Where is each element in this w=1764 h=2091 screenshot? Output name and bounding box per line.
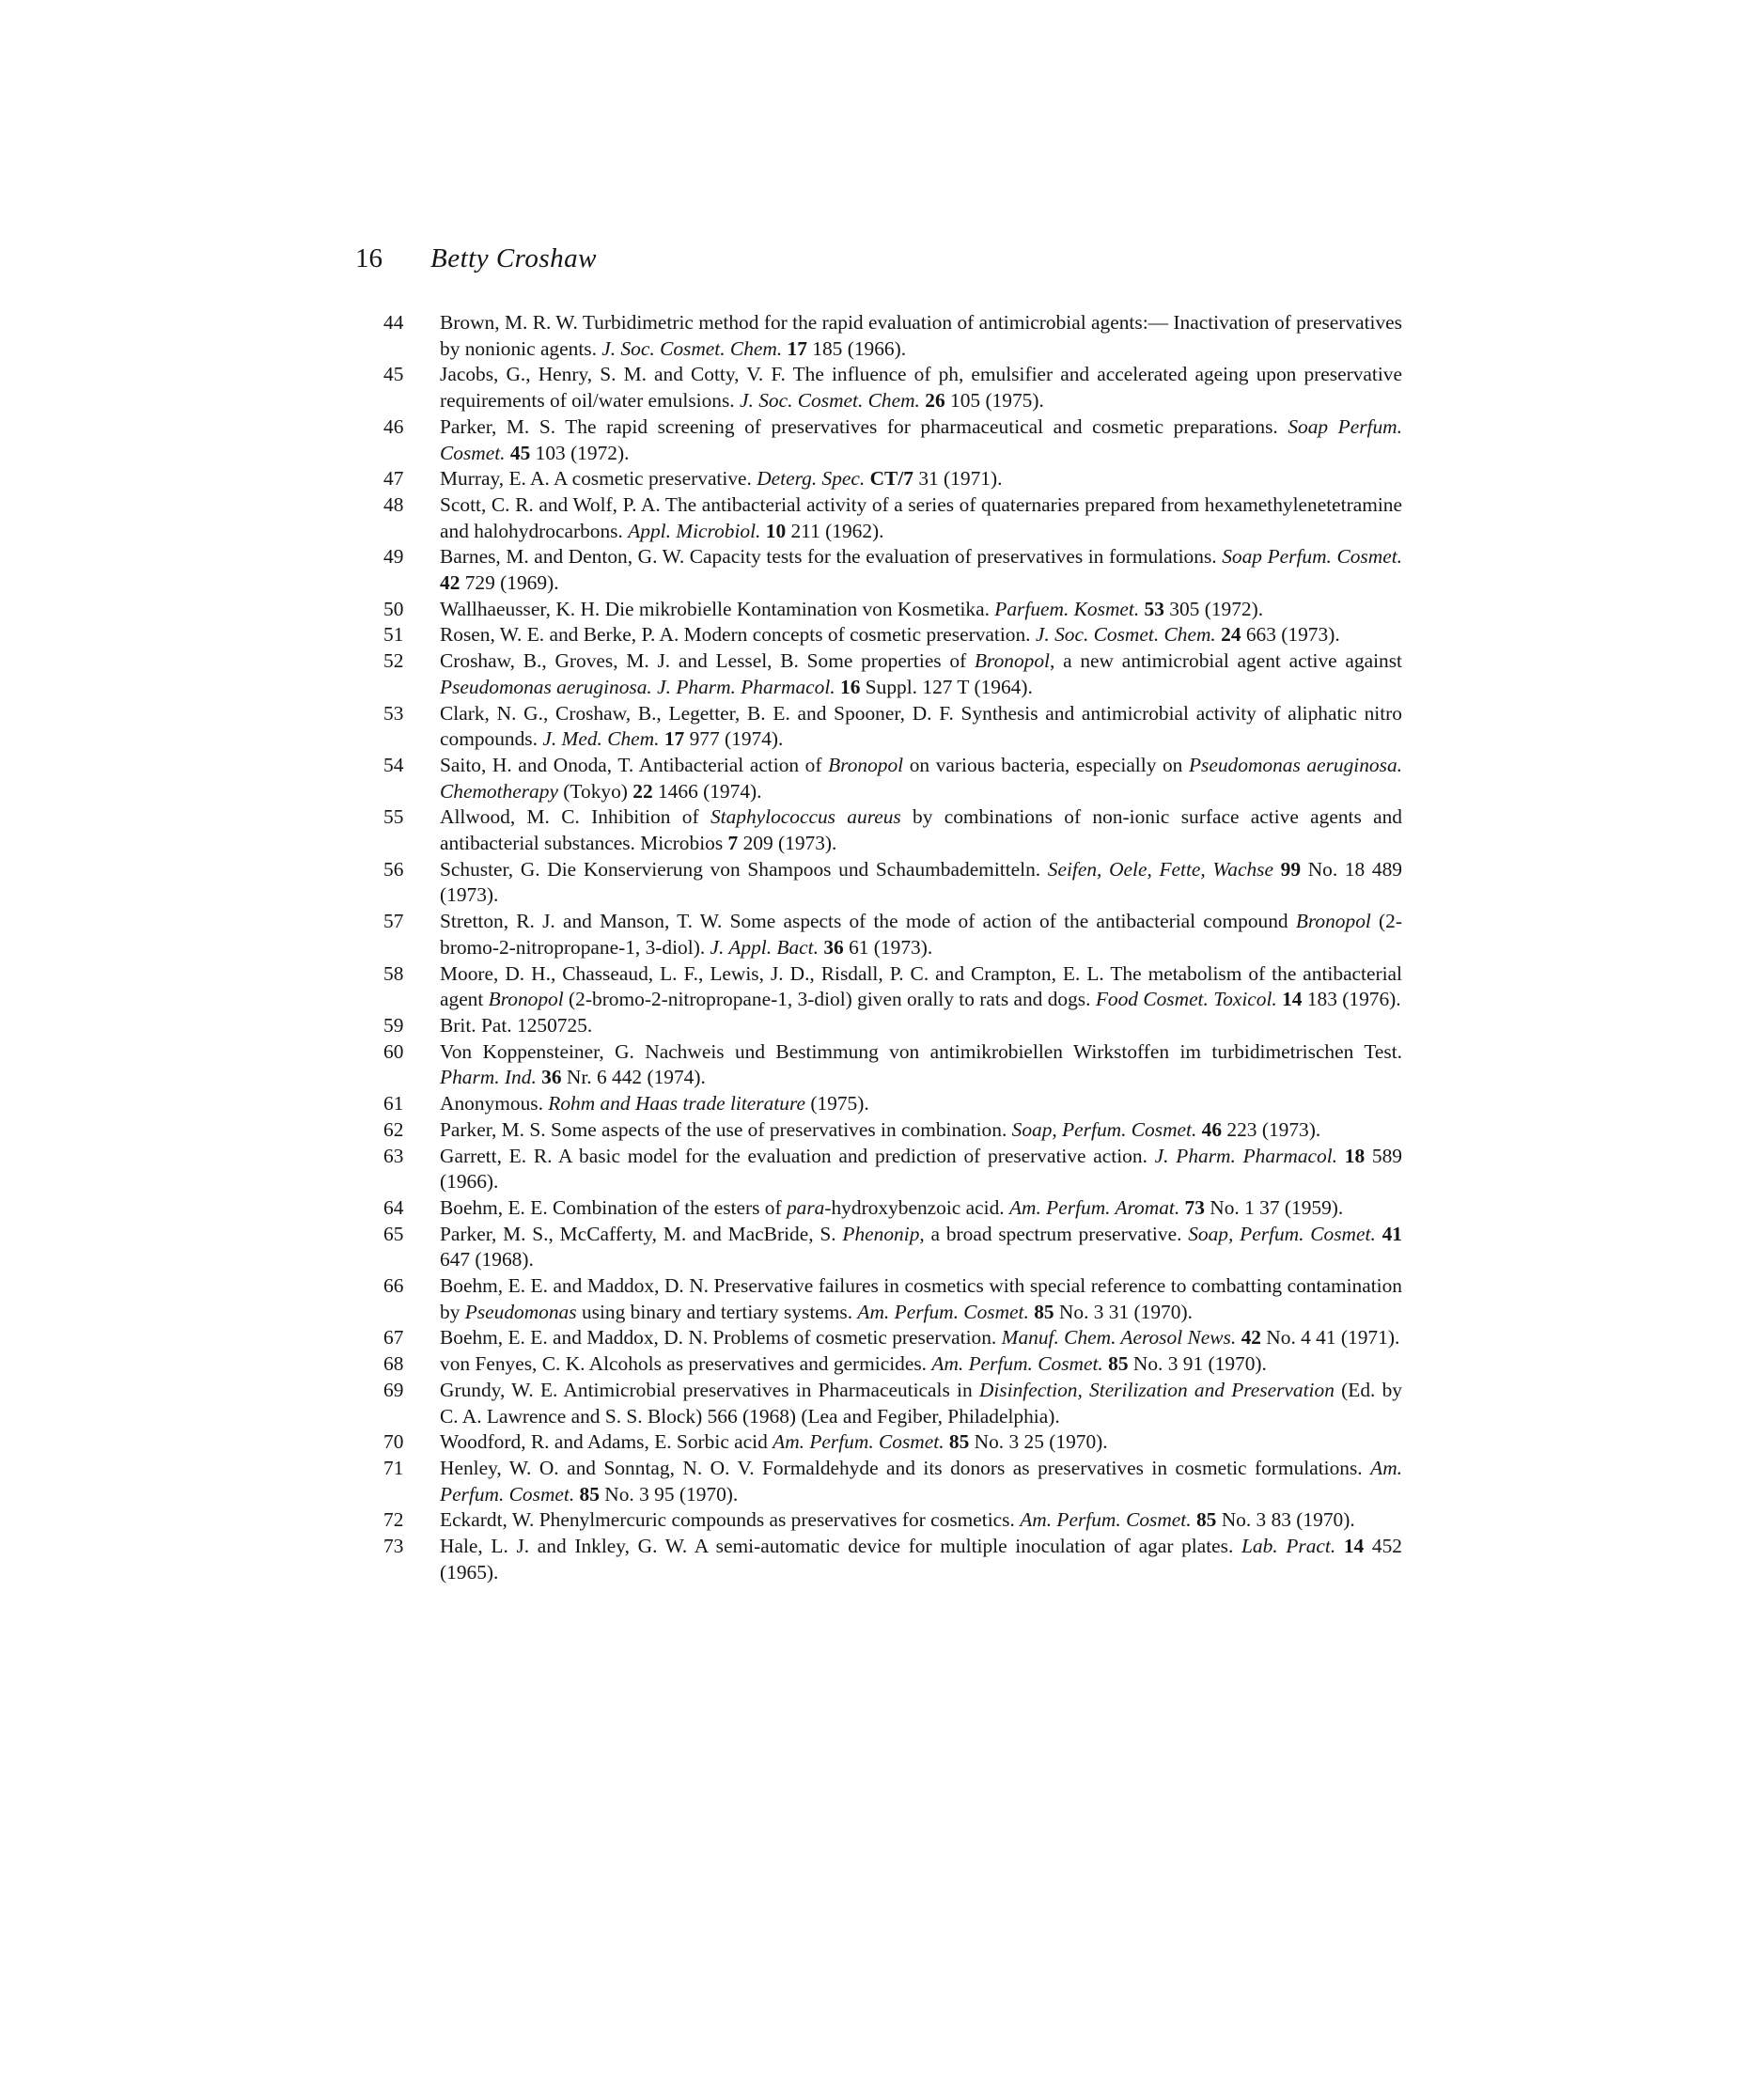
reference-entry: [383, 857, 1402, 909]
text-segment: Brit. Pat. 1250725.: [440, 1013, 593, 1037]
italic-segment: Bronopol: [974, 649, 1050, 673]
reference-number: 49: [383, 545, 404, 569]
text-segment: Nr. 6 442 (1974).: [561, 1066, 706, 1089]
reference-text: [440, 597, 1402, 623]
reference-entry: [383, 1222, 1402, 1273]
italic-segment: Soap Perfum. Cosmet.: [1222, 545, 1402, 569]
volume-number: 24: [1221, 623, 1241, 647]
italic-segment: Am. Perfum. Aromat.: [1008, 1195, 1180, 1219]
reference-text: [440, 1325, 1402, 1351]
text-segment: 211 (1962).: [786, 519, 884, 542]
italic-segment: J. Soc. Cosmet. Chem.: [601, 336, 783, 360]
reference-number: 63: [383, 1144, 404, 1167]
reference-number: 53: [383, 701, 404, 725]
text-segment: 103 (1972).: [530, 441, 630, 464]
text-segment: 61 (1973).: [843, 935, 933, 959]
text-segment: Barnes, M. and Denton, G. W. Capacity tests for the evaluation of preservatives in formulations.: [440, 545, 1223, 569]
reference-number: 47: [383, 467, 404, 491]
text-segment: Schuster, G. Die Konservierung von Shampoos und Schaumbademitteln.: [440, 857, 1048, 881]
reference-entry: [383, 1144, 1402, 1195]
text-segment: Stretton, R. J. and Manson, T. W. Some aspects of the mode of action of the antibacterial compound: [440, 910, 1296, 933]
reference-number: 66: [383, 1274, 404, 1298]
reference-text: [440, 362, 1402, 414]
italic-segment: Pseudomonas aeruginosa. J. Pharm. Pharmacol.: [440, 675, 835, 698]
italic-segment: Staphylococcus aureus: [710, 805, 901, 829]
reference-number: 50: [383, 597, 404, 620]
text-segment: 209 (1973).: [738, 832, 837, 855]
reference-text: [440, 1273, 1402, 1325]
page-number: 16: [355, 243, 382, 273]
reference-entry: [383, 362, 1402, 414]
reference-number: 44: [383, 311, 404, 334]
text-segment: Garrett, E. R. A basic model for the evaluation and prediction of preservative action.: [440, 1144, 1155, 1167]
reference-entry: [383, 1351, 1402, 1378]
italic-segment: Deterg. Spec.: [757, 467, 866, 491]
text-segment: Boehm, E. E. and Maddox, D. N. Preservative failures in cosmetics with special reference to combatting contamination by: [440, 1274, 1402, 1323]
reference-entry: [383, 597, 1402, 623]
volume-number: 36: [823, 935, 844, 959]
reference-text: [440, 492, 1402, 544]
reference-text: [440, 466, 1402, 492]
reference-text: [440, 909, 1402, 960]
text-segment: , a new antimicrobial agent active against: [1050, 649, 1403, 673]
text-segment: von Fenyes, C. K. Alcohols as preservatives and germicides.: [440, 1352, 932, 1376]
reference-number: 45: [383, 363, 404, 386]
reference-text: [440, 1117, 1402, 1144]
reference-entry: [383, 1534, 1402, 1585]
italic-segment: J. Appl. Bact.: [710, 935, 819, 959]
text-segment: 729 (1969).: [460, 571, 559, 595]
volume-number: 45: [509, 441, 531, 464]
reference-text: [440, 1013, 1402, 1039]
reference-entry: [383, 961, 1402, 1013]
reference-text: [440, 961, 1402, 1013]
text-segment: (Tokyo): [557, 779, 633, 803]
volume-number: 17: [787, 336, 807, 360]
text-segment: 589 (1966).: [440, 1144, 1402, 1194]
reference-number: 70: [383, 1430, 404, 1454]
reference-text: [440, 414, 1402, 466]
text-segment: Woodford, R. and Adams, E. Sorbic acid: [440, 1430, 773, 1454]
text-segment: 977 (1974).: [684, 727, 784, 751]
volume-number: 99: [1280, 857, 1302, 881]
text-segment: [1337, 1145, 1345, 1167]
reference-entry: [383, 648, 1402, 700]
reference-text: [440, 753, 1402, 804]
text-segment: (2-bromo-2-nitropropane-1, 3-diol) given orally to rats and dogs.: [563, 988, 1096, 1011]
volume-number: 85: [1195, 1508, 1217, 1532]
reference-entry: [383, 1091, 1402, 1117]
reference-entry: [383, 544, 1402, 596]
text-segment: Parker, M. S., McCafferty, M. and MacBride, S.: [440, 1222, 843, 1245]
reference-entry: [383, 1378, 1402, 1429]
italic-segment: J. Soc. Cosmet. Chem.: [740, 389, 920, 413]
volume-number: 10: [765, 519, 787, 542]
reference-text: [440, 1091, 1402, 1117]
text-segment: , a broad spectrum preservative.: [919, 1222, 1189, 1245]
volume-number: 73: [1184, 1195, 1205, 1219]
reference-text: [440, 1195, 1402, 1222]
text-segment: Jacobs, G., Henry, S. M. and Cotty, V. F. The influence of ph, emulsifier and accelerated ageing upon preservative requirements of oil/water emulsions.: [440, 363, 1402, 413]
reference-text: [440, 1378, 1402, 1429]
text-segment: Clark, N. G., Croshaw, B., Legetter, B. E. and Spooner, D. F. Synthesis and antimicrobial activity of aliphatic nitro compounds.: [440, 701, 1402, 751]
volume-number: 26: [925, 389, 945, 413]
reference-text: [440, 857, 1402, 909]
italic-segment: para: [786, 1195, 825, 1219]
italic-segment: J. Med. Chem.: [542, 727, 660, 751]
text-segment: No. 3 83 (1970).: [1216, 1508, 1355, 1532]
italic-segment: Bronopol: [1295, 910, 1371, 933]
reference-number: 69: [383, 1378, 404, 1401]
text-segment: Murray, E. A. A cosmetic preservative.: [440, 467, 757, 491]
italic-segment: Manuf. Chem. Aerosol News.: [1001, 1326, 1237, 1350]
text-segment: Anonymous.: [440, 1092, 549, 1116]
reference-text: [440, 1351, 1402, 1378]
text-segment: 663 (1973).: [1241, 623, 1340, 647]
text-segment: using binary and tertiary systems.: [576, 1300, 858, 1323]
text-segment: No. 4 41 (1971).: [1260, 1326, 1400, 1350]
italic-segment: Food Cosmet. Toxicol.: [1095, 988, 1277, 1011]
reference-entry: [383, 1507, 1402, 1534]
volume-number: 17: [663, 727, 685, 751]
volume-number: 42: [440, 571, 461, 595]
italic-segment: J. Soc. Cosmet. Chem.: [1035, 623, 1216, 647]
reference-entry: [383, 1273, 1402, 1325]
reference-number: 64: [383, 1195, 404, 1219]
text-segment: Henley, W. O. and Sonntag, N. O. V. Formaldehyde and its donors as preservatives in cosmetic formulations.: [440, 1456, 1371, 1479]
reference-number: 72: [383, 1508, 404, 1532]
reference-entry: [383, 1456, 1402, 1507]
reference-text: [440, 1429, 1402, 1456]
text-segment: Rosen, W. E. and Berke, P. A. Modern concepts of cosmetic preservation.: [440, 623, 1036, 647]
text-segment: Allwood, M. C. Inhibition of: [440, 805, 710, 829]
text-segment: [1335, 1535, 1344, 1557]
reference-text: [440, 1222, 1402, 1273]
text-segment: No. 3 25 (1970).: [969, 1430, 1108, 1454]
text-segment: No. 3 95 (1970).: [599, 1482, 739, 1506]
italic-segment: Soap, Perfum. Cosmet.: [1011, 1117, 1197, 1141]
italic-segment: Soap Perfum. Cosmet.: [440, 414, 1402, 464]
reference-number: 55: [383, 805, 404, 829]
text-segment: 452 (1965).: [440, 1535, 1402, 1584]
volume-number: 7: [727, 832, 739, 855]
volume-number: CT/7: [869, 467, 913, 491]
italic-segment: Am. Perfum. Cosmet.: [773, 1430, 944, 1454]
reference-entry: [383, 1039, 1402, 1091]
text-segment: 31 (1971).: [913, 467, 1003, 491]
reference-entry: [383, 310, 1402, 362]
text-segment: No. 3 91 (1970).: [1128, 1352, 1267, 1376]
text-segment: No. 1 37 (1959).: [1204, 1195, 1344, 1219]
text-segment: No. 3 31 (1970).: [1054, 1300, 1193, 1323]
text-segment: [1376, 1223, 1382, 1245]
italic-segment: Am. Perfum. Cosmet.: [857, 1300, 1029, 1323]
reference-entry: [383, 1013, 1402, 1039]
italic-segment: Am. Perfum. Cosmet.: [440, 1456, 1402, 1506]
reference-entry: [383, 753, 1402, 804]
text-segment: 223 (1973).: [1222, 1117, 1321, 1141]
text-segment: on various bacteria, especially on: [903, 753, 1189, 776]
reference-number: 56: [383, 857, 404, 881]
text-segment: Brown, M. R. W. Turbidimetric method for the rapid evaluation of antimicrobial agents:— Inactivation of preservatives by nonionic agents.: [440, 311, 1402, 360]
reference-number: 71: [383, 1456, 404, 1479]
text-segment: (2-bromo-2-nitropropane-1, 3-diol).: [440, 910, 1402, 959]
volume-number: 41: [1382, 1222, 1402, 1245]
text-segment: Croshaw, B., Groves, M. J. and Lessel, B. Some properties of: [440, 649, 975, 673]
reference-number: 60: [383, 1039, 404, 1063]
volume-number: 14: [1282, 988, 1303, 1011]
reference-entry: [383, 414, 1402, 466]
text-segment: 1466 (1974).: [652, 779, 762, 803]
italic-segment: Parfuem. Kosmet.: [994, 597, 1140, 620]
volume-number: 14: [1343, 1535, 1365, 1558]
reference-entry: [383, 622, 1402, 648]
reference-number: 46: [383, 414, 404, 438]
reference-text: [440, 1456, 1402, 1507]
text-segment: Parker, M. S. The rapid screening of preservatives for pharmaceutical and cosmetic preparations.: [440, 414, 1288, 438]
text-segment: Von Koppensteiner, G. Nachweis und Bestimmung von antimikrobiellen Wirkstoffen im turbidimetrischen Test.: [440, 1039, 1402, 1063]
reference-entry: [383, 1429, 1402, 1456]
text-segment: Hale, L. J. and Inkley, G. W. A semi-automatic device for multiple inoculation of agar plates.: [440, 1535, 1242, 1558]
reference-entry: [383, 804, 1402, 856]
reference-number: 51: [383, 623, 404, 647]
text-segment: (1975).: [804, 1092, 869, 1116]
reference-text: [440, 1144, 1402, 1195]
reference-entry: [383, 1195, 1402, 1222]
reference-number: 48: [383, 492, 404, 516]
reference-text: [440, 544, 1402, 596]
reference-number: 58: [383, 961, 404, 985]
reference-entry: [383, 1117, 1402, 1144]
text-segment: Eckardt, W. Phenylmercuric compounds as preservatives for cosmetics.: [440, 1508, 1021, 1532]
italic-segment: Phenonip: [842, 1222, 920, 1245]
text-segment: Boehm, E. E. and Maddox, D. N. Problems of cosmetic preservation.: [440, 1326, 1002, 1350]
text-segment: (Ed. by C. A. Lawrence and S. S. Block) 566 (1968) (Lea and Fegiber, Philadelphia).: [440, 1378, 1403, 1428]
volume-number: 42: [1241, 1326, 1261, 1350]
italic-segment: Rohm and Haas trade literature: [548, 1092, 805, 1116]
reference-number: 57: [383, 910, 404, 933]
volume-number: 85: [1108, 1352, 1129, 1376]
italic-segment: Pharm. Ind.: [440, 1066, 537, 1089]
reference-number: 65: [383, 1222, 404, 1245]
running-head: Betty Croshaw: [430, 243, 598, 273]
volume-number: 85: [579, 1482, 600, 1506]
volume-number: 46: [1201, 1117, 1223, 1141]
text-segment: by combinations of non-ionic surface active agents and antibacterial substances. Microbios: [440, 805, 1402, 855]
italic-segment: Bronopol: [488, 988, 564, 1011]
italic-segment: Pseudomonas aeruginosa. Chemotherapy: [440, 753, 1402, 803]
text-segment: No. 18 489 (1973).: [440, 857, 1402, 907]
volume-number: 16: [840, 675, 861, 698]
reference-entry: [383, 909, 1402, 960]
reference-list: [383, 310, 1402, 1585]
text-segment: 105 (1975).: [944, 389, 1044, 413]
italic-segment: Pseudomonas: [464, 1300, 577, 1323]
italic-segment: Bronopol: [828, 753, 904, 776]
reference-number: 68: [383, 1352, 404, 1376]
volume-number: 85: [1034, 1300, 1054, 1323]
text-segment: 305 (1972).: [1163, 597, 1264, 620]
text-segment: Parker, M. S. Some aspects of the use of preservatives in combination.: [440, 1117, 1012, 1141]
reference-text: [440, 1039, 1402, 1091]
italic-segment: J. Pharm. Pharmacol.: [1154, 1144, 1337, 1167]
reference-number: 61: [383, 1092, 404, 1116]
reference-entry: [383, 1325, 1402, 1351]
reference-text: [440, 701, 1402, 753]
text-segment: Scott, C. R. and Wolf, P. A. The antibacterial activity of a series of quaternaries prepared from hexamethylenetetramine and halohydrocarbons.: [440, 492, 1402, 542]
reference-text: [440, 1534, 1402, 1585]
italic-segment: Soap, Perfum. Cosmet.: [1188, 1222, 1376, 1245]
reference-number: 62: [383, 1117, 404, 1141]
reference-number: 54: [383, 753, 404, 776]
reference-entry: [383, 466, 1402, 492]
text-segment: [1273, 858, 1281, 881]
reference-text: [440, 804, 1402, 856]
italic-segment: Lab. Pract.: [1241, 1535, 1336, 1558]
text-segment: Moore, D. H., Chasseaud, L. F., Lewis, J. D., Risdall, P. C. and Crampton, E. L. The metabolism of the antibacterial agent: [440, 961, 1402, 1011]
reference-number: 67: [383, 1326, 404, 1350]
volume-number: 18: [1344, 1144, 1366, 1167]
text-segment: 183 (1976).: [1302, 988, 1401, 1011]
volume-number: 53: [1144, 597, 1164, 620]
volume-number: 85: [948, 1430, 970, 1454]
italic-segment: Am. Perfum. Cosmet.: [1020, 1508, 1192, 1532]
reference-text: [440, 622, 1402, 648]
page-header: [355, 242, 597, 275]
text-segment: -hydroxybenzoic acid.: [824, 1195, 1009, 1219]
italic-segment: Disinfection, Sterilization and Preservation: [978, 1378, 1335, 1401]
volume-number: 36: [541, 1066, 562, 1089]
italic-segment: Seifen, Oele, Fette, Wachse: [1047, 857, 1273, 881]
reference-entry: [383, 701, 1402, 753]
reference-text: [440, 310, 1402, 362]
reference-text: [440, 648, 1402, 700]
reference-number: 73: [383, 1535, 404, 1558]
reference-entry: [383, 492, 1402, 544]
text-segment: Grundy, W. E. Antimicrobial preservatives in Pharmaceuticals in: [440, 1378, 979, 1401]
text-segment: 647 (1968).: [440, 1248, 534, 1272]
italic-segment: Am. Perfum. Cosmet.: [931, 1352, 1103, 1376]
reference-number: 59: [383, 1013, 404, 1037]
volume-number: 22: [632, 779, 653, 803]
reference-number: 52: [383, 649, 404, 673]
text-segment: 185 (1966).: [806, 336, 907, 360]
italic-segment: Appl. Microbiol.: [628, 519, 761, 542]
text-segment: Boehm, E. E. Combination of the esters of: [440, 1195, 787, 1219]
text-segment: Wallhaeusser, K. H. Die mikrobielle Kontamination von Kosmetika.: [440, 597, 995, 620]
reference-text: [440, 1507, 1402, 1534]
text-segment: Saito, H. and Onoda, T. Antibacterial action of: [440, 753, 829, 776]
text-segment: Suppl. 127 T (1964).: [860, 675, 1033, 698]
